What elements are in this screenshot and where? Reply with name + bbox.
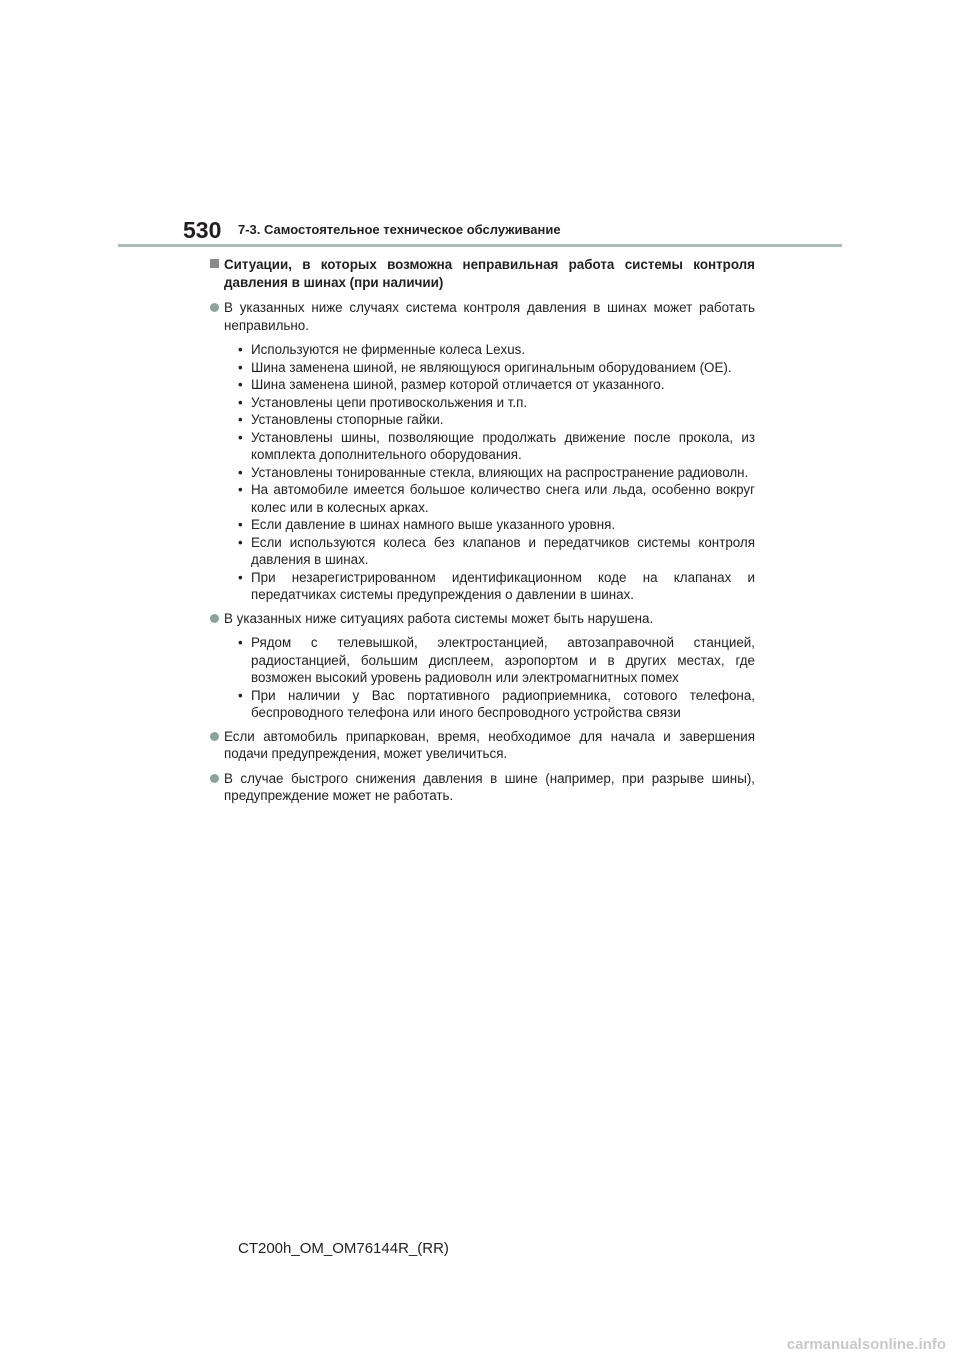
bullet-icon: • bbox=[238, 482, 243, 497]
list-item-text: В указанных ниже случаях система контроля давления в шинах может работать неправильно. bbox=[224, 300, 755, 333]
header-rule bbox=[118, 244, 842, 247]
sub-list bbox=[210, 341, 755, 604]
list-item-text: Если автомобиль припаркован, время, необходимое для начала и завершения подачи предупреждения, может увеличиться. bbox=[224, 728, 755, 761]
sub-list-item-text: Шина заменена шиной, не являющуюся оригинальным оборудованием (OE). bbox=[251, 359, 732, 375]
list-item bbox=[210, 728, 755, 763]
bullet-icon: • bbox=[238, 687, 243, 703]
bullet-icon: • bbox=[238, 569, 243, 585]
sub-list-item bbox=[238, 464, 755, 482]
bullet-icon: • bbox=[238, 464, 243, 480]
sub-list-item bbox=[238, 687, 755, 722]
sub-list-item-text: Установлены цепи противоскольжения и т.п. bbox=[251, 394, 528, 410]
bullet-icon: • bbox=[238, 412, 243, 427]
sub-list bbox=[210, 634, 755, 722]
page-header bbox=[183, 216, 843, 246]
bullet-icon: • bbox=[238, 429, 243, 445]
sub-list-item-text: Шина заменена шиной, размер которой отличается от указанного. bbox=[251, 377, 665, 392]
section-title: Ситуации, в которых возможна неправильная работа системы контроля давления в шинах (при наличии) bbox=[224, 257, 755, 290]
document-code: CT200h_OM_OM76144R_(RR) bbox=[238, 1240, 449, 1257]
sub-list-item-text: При незарегистрированном идентификационном коде на клапанах и передатчиках системы предупреждения о давлении в шинах. bbox=[251, 569, 755, 602]
circle-bullet-icon bbox=[210, 303, 219, 312]
sub-list-item-text: Если давление в шинах намного выше указанного уровня. bbox=[251, 517, 616, 532]
list-item bbox=[210, 299, 755, 334]
sub-list-item bbox=[238, 359, 755, 377]
sub-list-item-text: Установлены тонированные стекла, влияющих на распространение радиоволн. bbox=[251, 464, 749, 480]
sub-list-item-text: Если используются колеса без клапанов и передатчиков системы контроля давления в шинах. bbox=[251, 534, 755, 567]
list-item bbox=[210, 610, 755, 628]
square-bullet-icon bbox=[210, 259, 219, 268]
sub-list-item-text: Установлены стопорные гайки. bbox=[251, 412, 444, 427]
sub-list-item bbox=[238, 394, 755, 412]
bullet-icon: • bbox=[238, 377, 243, 392]
bullet-icon: • bbox=[238, 534, 243, 550]
watermark: carmanualsonline.info bbox=[786, 1336, 946, 1353]
page-number: 530 bbox=[183, 217, 222, 243]
list-item-text: В случае быстрого снижения давления в шине (например, при разрыве шины), предупреждение может не работать. bbox=[224, 770, 755, 803]
sub-list-item bbox=[238, 534, 755, 569]
list-item-text: В указанных ниже ситуациях работа системы может быть нарушена. bbox=[224, 610, 654, 626]
circle-bullet-icon bbox=[210, 614, 219, 623]
list-item bbox=[210, 770, 755, 805]
item-group bbox=[210, 728, 755, 763]
item-group bbox=[210, 299, 755, 604]
section-heading bbox=[210, 256, 755, 291]
sub-list-item bbox=[238, 481, 755, 516]
chapter-title: 7-3. Самостоятельное техническое обслуживание bbox=[238, 222, 561, 237]
item-group bbox=[210, 770, 755, 805]
sub-list-item-text: При наличии у Вас портативного радиоприемника, сотового телефона, беспроводного телефона или иного беспроводного устройства связи bbox=[251, 687, 755, 720]
item-group bbox=[210, 610, 755, 722]
sub-list-item bbox=[238, 634, 755, 687]
sub-list-item bbox=[238, 429, 755, 464]
sub-list-item-text: На автомобиле имеется большое количество снега или льда, особенно вокруг колес или в колесных арках. bbox=[251, 482, 755, 515]
content bbox=[210, 256, 755, 812]
sub-list-item bbox=[238, 569, 755, 604]
bullet-icon: • bbox=[238, 359, 243, 375]
sub-list-item bbox=[238, 411, 755, 429]
sub-list-item bbox=[238, 516, 755, 534]
sub-list-item-text: Используются не фирменные колеса Lexus. bbox=[251, 342, 526, 357]
sub-list-item bbox=[238, 341, 755, 359]
sub-list-item-text: Рядом с телевышкой, электростанцией, автозаправочной станцией, радиостанцией, большим дисплеем, аэропортом и в других местах, где возможен высокий уровень радиоволн или электромагнитных помех bbox=[251, 635, 755, 685]
circle-bullet-icon bbox=[210, 732, 219, 741]
bullet-icon: • bbox=[238, 635, 243, 650]
circle-bullet-icon bbox=[210, 774, 219, 783]
bullet-icon: • bbox=[238, 394, 243, 410]
sub-list-item bbox=[238, 376, 755, 394]
bullet-icon: • bbox=[238, 342, 243, 357]
sub-list-item-text: Установлены шины, позволяющие продолжать движение после прокола, из комплекта дополнительного оборудования. bbox=[251, 429, 755, 462]
bullet-icon: • bbox=[238, 517, 243, 532]
item-list bbox=[210, 299, 755, 805]
